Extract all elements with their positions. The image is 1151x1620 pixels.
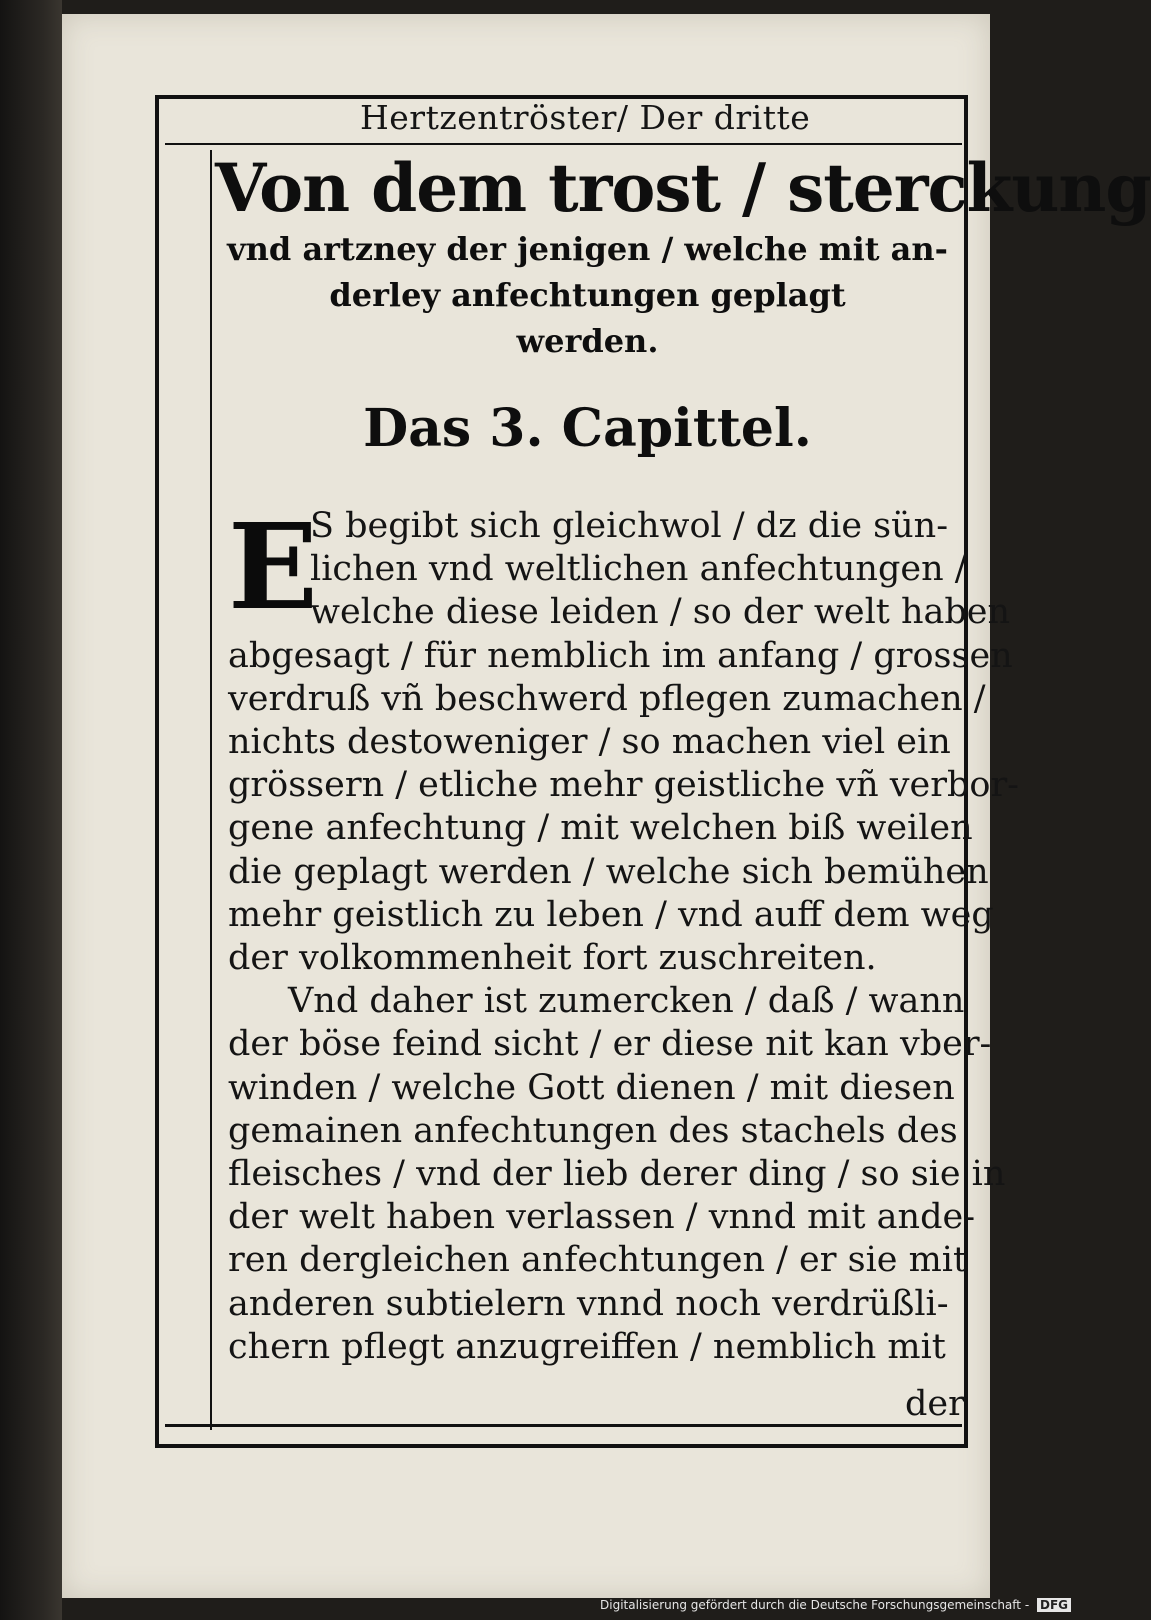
running-head: Hertzentröster/ Der dritte — [360, 98, 811, 137]
text-line: grössern / etliche mehr geistliche vñ verbor- — [228, 765, 1020, 806]
text-line: der volkommenheit fort zuschreiten. — [228, 938, 877, 979]
footer-text: Digitalisierung gefördert durch die Deutsche Forschungsgemeinschaft - — [600, 1598, 1030, 1612]
text-line: S begibt sich gleichwol / dz die sün- — [310, 506, 949, 546]
text-line: die geplagt werden / welche sich bemühen — [228, 851, 989, 892]
text-line: mehr geistlich zu leben / vnd auff dem weg — [228, 894, 994, 935]
title-sub-line: derley anfechtungen geplagt — [329, 276, 846, 314]
title-main: Von dem trost / sterckung — [215, 149, 1151, 227]
text-line: winden / welche Gott dienen / mit diesen — [228, 1067, 955, 1108]
text-line: anderen subtielern vnnd noch verdrüßli- — [228, 1283, 949, 1324]
drop-cap-initial: E — [228, 497, 318, 636]
catchword: der — [905, 1384, 965, 1424]
text-line: gene anfechtung / mit welchen biß weilen — [228, 808, 973, 849]
book-binding-edge — [0, 0, 62, 1620]
header-rule — [165, 143, 962, 145]
bottom-rule — [165, 1424, 962, 1427]
body-text — [228, 497, 1020, 1369]
text-line: abgesagt / für nemblich im anfang / grossen — [228, 635, 1013, 676]
text-line: chern pflegt anzugreiffen / nemblich mit — [228, 1326, 946, 1367]
text-line: ren dergleichen anfechtungen / er sie mit — [228, 1240, 968, 1281]
margin-rule — [210, 150, 212, 1430]
text-line: nichts destoweniger / so machen viel ein — [228, 722, 951, 763]
text-line: der böse feind sicht / er diese nit kan vber- — [228, 1024, 992, 1065]
text-line: lichen vnd weltlichen anfechtungen / — [310, 549, 967, 590]
digitization-footer — [600, 1598, 1068, 1612]
dfg-logo-icon: DFG — [1037, 1598, 1071, 1612]
text-line: der welt haben verlassen / vnnd mit ande- — [228, 1197, 976, 1238]
text-line: verdruß vñ beschwerd pflegen zumachen / — [228, 678, 986, 719]
text-line: Vnd daher ist zumercken / daß / wann — [288, 981, 965, 1022]
text-line: fleisches / vnd der lieb derer ding / so sie in — [228, 1154, 1006, 1195]
title-sub-line: werden. — [516, 322, 659, 360]
text-line: welche diese leiden / so der welt haben — [310, 592, 1011, 633]
chapter-heading: Das 3. Capittel. — [363, 398, 812, 459]
title-sub-line: vnd artzney der jenigen / welche mit an- — [227, 230, 948, 268]
title-block — [215, 149, 1151, 364]
text-line: gemainen anfechtungen des stachels des — [228, 1110, 958, 1151]
